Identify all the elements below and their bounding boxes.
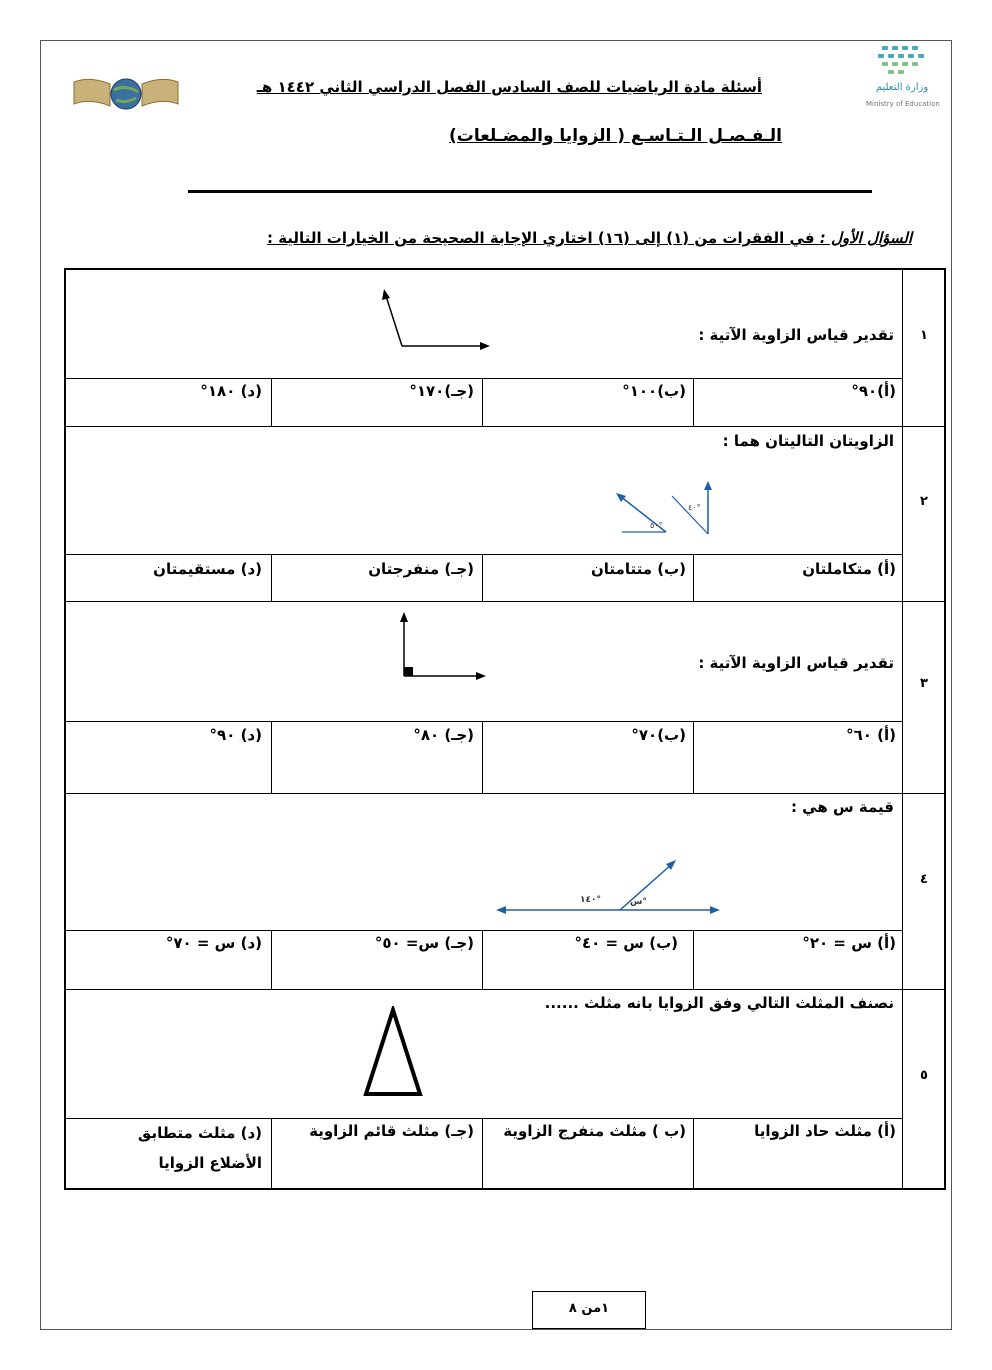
item-number: ٣ bbox=[920, 676, 928, 691]
option-b[interactable]: (ب ) مثلث منفرج الزاوية bbox=[503, 1122, 686, 1140]
item-number: ٤ bbox=[920, 872, 928, 887]
chapter-title: الـفـصـل الـتـاسـع ( الزوايا والمضـلعات) bbox=[449, 126, 782, 146]
option-d[interactable]: (د) س = ٧٠° bbox=[165, 934, 262, 952]
item-number: ١ bbox=[920, 328, 928, 343]
option-col-divider bbox=[271, 554, 272, 601]
question-instruction: في الفقرات من (١) إلى (١٦) اختاري الإجابة الصحيحة من الخيارات التالية : bbox=[266, 229, 820, 247]
option-c[interactable]: (جـ) مثلث قائم الزاوية bbox=[309, 1122, 474, 1140]
option-d[interactable]: (د) ٩٠° bbox=[209, 726, 262, 744]
ministry-name-en: Ministry of Education bbox=[866, 100, 940, 108]
option-d[interactable]: (د) مثلث متطابق الأضلاع الزوايا bbox=[137, 1124, 262, 1172]
row-divider bbox=[66, 601, 944, 602]
option-col-divider bbox=[482, 1118, 483, 1188]
option-d[interactable]: (د) مستقيمتان bbox=[153, 560, 262, 578]
right-angle-figure bbox=[392, 608, 492, 686]
option-col-divider bbox=[693, 721, 694, 793]
exam-title: أسئلة مادة الرياضيات للصف السادس الفصل الدراسي الثاني ١٤٤٢ هـ bbox=[256, 78, 762, 96]
option-col-divider bbox=[482, 554, 483, 601]
option-a[interactable]: (أ) مثلث حاد الزوايا bbox=[754, 1122, 896, 1140]
row-divider bbox=[66, 989, 944, 990]
acute-triangle-figure bbox=[360, 1006, 426, 1098]
question-heading bbox=[267, 229, 912, 247]
option-b[interactable]: (ب)٧٠° bbox=[631, 726, 686, 744]
option-c[interactable]: (جـ) ٨٠° bbox=[413, 726, 474, 744]
option-c[interactable]: (جـ)١٧٠° bbox=[409, 382, 474, 400]
item-stem: تقدير قياس الزاوية الآتية : bbox=[698, 326, 894, 344]
angle-label-140: ١٤٠° bbox=[580, 895, 601, 905]
obtuse-angle-figure bbox=[366, 284, 496, 354]
item-stem: تقدير قياس الزاوية الآتية : bbox=[698, 654, 894, 672]
angle-label-50: ٥٠° bbox=[650, 521, 663, 530]
questions-table bbox=[64, 268, 946, 1190]
question-lead: السؤال الأول : bbox=[819, 229, 912, 247]
options-divider bbox=[66, 554, 902, 555]
option-col-divider bbox=[693, 554, 694, 601]
supplementary-angles-figure bbox=[492, 854, 722, 918]
option-b[interactable]: (ب) متتامتان bbox=[590, 560, 686, 578]
option-col-divider bbox=[271, 1118, 272, 1188]
scroll-globe-logo-icon bbox=[70, 72, 182, 116]
complementary-angles-figure bbox=[606, 476, 726, 542]
option-col-divider bbox=[693, 1118, 694, 1188]
option-col-divider bbox=[271, 721, 272, 793]
option-col-divider bbox=[482, 378, 483, 426]
item-number: ٥ bbox=[920, 1068, 928, 1083]
item-number: ٢ bbox=[920, 494, 928, 509]
option-c[interactable]: (جـ) منفرجتان bbox=[368, 560, 474, 578]
options-divider bbox=[66, 930, 902, 931]
item-stem: الزاويتان التاليتان هما : bbox=[722, 432, 894, 450]
item-stem: قيمة س هي : bbox=[790, 798, 894, 816]
angle-label-40: ٤٠° bbox=[688, 503, 701, 512]
ministry-name: وزارة التعليم bbox=[875, 82, 929, 93]
option-b[interactable]: (ب)١٠٠° bbox=[622, 382, 686, 400]
row-divider bbox=[66, 426, 944, 427]
angle-label-x: س° bbox=[630, 897, 647, 907]
option-col-divider bbox=[271, 930, 272, 989]
options-divider bbox=[66, 378, 902, 379]
option-col-divider bbox=[482, 930, 483, 989]
option-a[interactable]: (أ) س = ٢٠° bbox=[802, 934, 896, 952]
option-d[interactable]: (د) ١٨٠° bbox=[200, 382, 262, 400]
option-b[interactable]: (ب) س = ٤٠° bbox=[574, 934, 678, 952]
option-col-divider bbox=[271, 378, 272, 426]
title-divider bbox=[188, 190, 872, 193]
option-a[interactable]: (أ) ٦٠° bbox=[846, 726, 896, 744]
item-stem: نصنف المثلث التالي وفق الزوايا بانه مثلث ...... bbox=[544, 994, 894, 1012]
option-col-divider bbox=[482, 721, 483, 793]
number-column-divider bbox=[902, 270, 903, 1188]
page-number: ١من ٨ bbox=[532, 1291, 646, 1329]
option-a[interactable]: (أ)٩٠° bbox=[851, 382, 896, 400]
row-divider bbox=[66, 793, 944, 794]
option-col-divider bbox=[693, 930, 694, 989]
options-divider bbox=[66, 721, 902, 722]
option-a[interactable]: (أ) متكاملتان bbox=[802, 560, 896, 578]
option-col-divider bbox=[693, 378, 694, 426]
option-c[interactable]: (جـ) س= ٥٠° bbox=[374, 934, 474, 952]
